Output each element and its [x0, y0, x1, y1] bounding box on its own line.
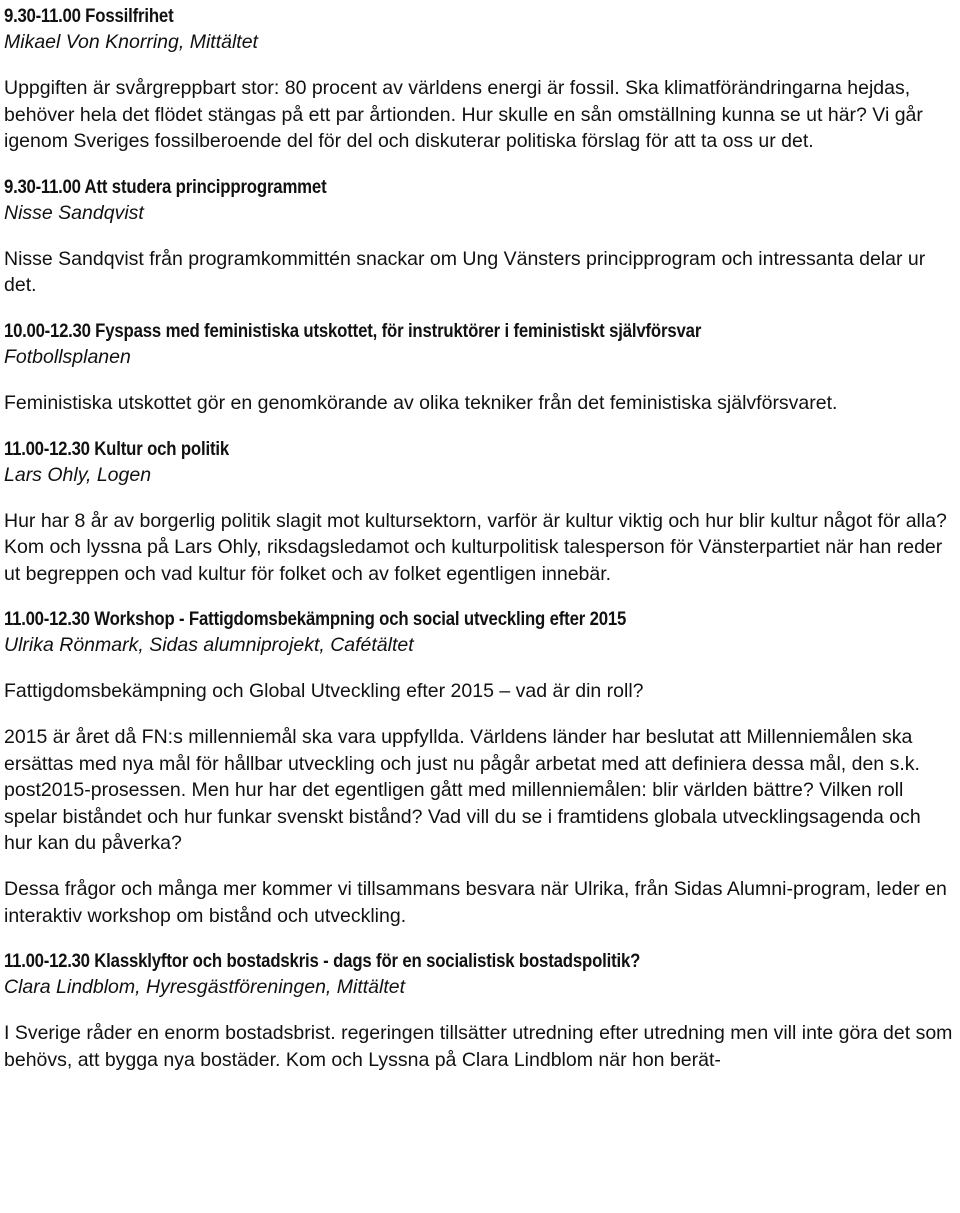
session-bostadskris	[4, 948, 954, 1073]
session-principprogrammet	[4, 174, 954, 299]
session-title: Kultur och politik	[94, 437, 230, 460]
session-kultur-och-politik	[4, 436, 954, 588]
session-title: Fossilfrihet	[85, 5, 174, 27]
session-time: 10.00-12.30	[4, 319, 91, 342]
session-time: 9.30-11.00	[4, 5, 81, 27]
program-page	[4, 3, 954, 1073]
session-description: Uppgiften är svårgreppbart stor: 80 procent av världens energi är fossil. Ska klimatförändringarna hejdas, behöver hela det flödet stängas på ett par årtionden. Hur skulle en sån omställning kunna se ut här? Vi går igenom Sveriges fossilberoende del för del och diskuterar politiska förslag för att ta oss ur det.	[4, 77, 923, 153]
session-description: Nisse Sandqvist från programkommittén snackar om Ung Vänsters principprogram och intressanta delar ur det.	[4, 247, 926, 297]
session-description: 2015 är året då FN:s millenniemål ska vara uppfyllda. Världens länder har beslutat att Millenniemålen ska ersättas med nya mål för hållbar utveckling och just nu pågår arbetat med att definiera dessa mål, den s.k. post2015-prosessen. Men hur har det egentligen gått med millenniemålen: blir världen bättre? Vilken roll spelar biståndet och hur funkar svenskt bistånd? Vad vill du se i framtidens globala utvecklingsagenda och hur kan du påverka?	[4, 725, 921, 855]
session-heading	[4, 606, 821, 632]
session-speaker: Fotbollsplanen	[4, 345, 131, 368]
session-fyspass	[4, 318, 954, 417]
session-time: 11.00-12.30	[4, 608, 90, 631]
session-title: Klassklyftor och bostadskris - dags för en socialistisk bostadspolitik?	[94, 950, 641, 973]
session-description: Fattigdomsbekämpning och Global Utveckling efter 2015 – vad är din roll?	[4, 680, 644, 703]
session-title: Workshop - Fattigdomsbekämpning och social utveckling efter 2015	[94, 608, 627, 631]
session-heading	[4, 436, 821, 462]
session-time: 9.30-11.00	[4, 175, 81, 198]
session-heading	[4, 174, 821, 200]
session-speaker: Ulrika Rönmark, Sidas alumniprojekt, Cafétältet	[4, 634, 414, 657]
session-description: I Sverige råder en enorm bostadsbrist. regeringen tillsätter utredning efter utredning men vill inte göra det som behövs, att bygga nya bostäder. Kom och Lyssna på Clara Lindblom när hon berät-	[4, 1022, 953, 1071]
session-workshop-fattigdom	[4, 606, 954, 929]
session-heading	[4, 948, 821, 974]
session-speaker: Nisse Sandqvist	[4, 201, 144, 224]
session-speaker: Lars Ohly, Logen	[4, 463, 152, 486]
session-time: 11.00-12.30	[4, 950, 90, 973]
session-speaker: Mikael Von Knorring, Mittältet	[4, 31, 258, 53]
session-title: Fyspass med feministiska utskottet, för instruktörer i feministiskt självförsvar	[95, 319, 702, 342]
session-fossilfrihet	[4, 3, 954, 155]
session-speaker: Clara Lindblom, Hyresgästföreningen, Mittältet	[4, 976, 406, 999]
session-title: Att studera principprogrammet	[84, 175, 327, 198]
session-heading	[4, 3, 821, 29]
session-description: Hur har 8 år av borgerlig politik slagit mot kultursektorn, varför är kultur viktig och hur blir kultur något för alla? Kom och lyssna på Lars Ohly, riksdagsledamot och kulturpolitisk talesperson för Vänsterpartiet när han reder ut begreppen och vad kultur för folket och av folket egentligen innebär.	[4, 509, 947, 585]
session-time: 11.00-12.30	[4, 437, 90, 460]
session-heading	[4, 318, 821, 344]
session-description: Dessa frågor och många mer kommer vi tillsammans besvara när Ulrika, från Sidas Alumni-program, leder en interaktiv workshop om bistånd och utveckling.	[4, 877, 947, 927]
session-description: Feministiska utskottet gör en genomkörande av olika tekniker från det feministiska självförsvaret.	[4, 391, 838, 414]
